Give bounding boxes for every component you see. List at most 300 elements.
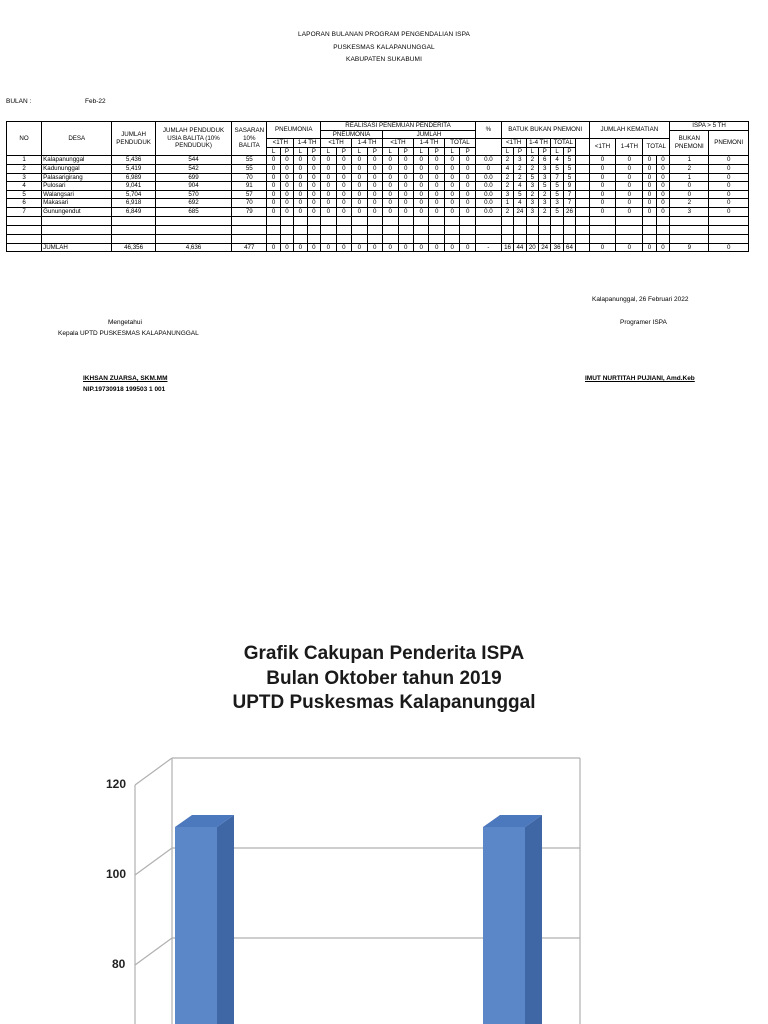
- row-value: 0: [280, 243, 293, 252]
- row-pnemoni: 0: [709, 182, 749, 191]
- blank-cell: [589, 225, 616, 234]
- row-kematian: 0: [589, 173, 616, 182]
- row-sasaran: 477: [232, 243, 267, 252]
- row-value: 0: [460, 156, 476, 165]
- row-sasaran: 55: [232, 164, 267, 173]
- row-jumlah-penduduk: 6,918: [112, 199, 155, 208]
- row-batuk: 4: [514, 199, 526, 208]
- row-batuk: 2: [501, 173, 513, 182]
- row-bukan-pnemoni: 1: [670, 173, 709, 182]
- blank-cell: [429, 225, 444, 234]
- row-value: 0: [294, 182, 307, 191]
- col-L: L: [444, 147, 459, 156]
- row-value: 0: [444, 243, 459, 252]
- row-batuk: 2: [501, 207, 513, 216]
- row-batuk: 5: [526, 173, 538, 182]
- row-value: 0: [367, 164, 382, 173]
- row-value: 0: [336, 207, 351, 216]
- col-realisasi: REALISASI PENEMUAN PENDERITA: [321, 122, 476, 131]
- row-batuk: 2: [526, 164, 538, 173]
- row-value: 0: [460, 207, 476, 216]
- row-percent: 0.0: [475, 207, 501, 216]
- row-bukan-pnemoni: 0: [670, 190, 709, 199]
- blank-cell: [616, 234, 643, 243]
- row-batuk: 4: [514, 182, 526, 191]
- blank-cell: [475, 216, 501, 225]
- blank-cell: [280, 216, 293, 225]
- row-kematian: 0: [656, 243, 669, 252]
- row-batuk: 2: [538, 190, 550, 199]
- row-pnemoni: 0: [709, 173, 749, 182]
- row-value: 0: [367, 156, 382, 165]
- blank-cell: [367, 225, 382, 234]
- col-ispa5: ISPA > 5 TH: [670, 122, 749, 131]
- blank-cell: [563, 234, 575, 243]
- row-batuk: 5: [563, 156, 575, 165]
- row-value: 0: [336, 156, 351, 165]
- row-batuk: 2: [526, 156, 538, 165]
- row-no: [7, 243, 42, 252]
- col-percent: %: [475, 122, 501, 139]
- blank-cell: [514, 234, 526, 243]
- row-value: 0: [294, 173, 307, 182]
- blank-cell: [551, 216, 563, 225]
- row-value: 0: [352, 190, 367, 199]
- row-bukan-pnemoni: 1: [670, 156, 709, 165]
- col-P: P: [429, 147, 444, 156]
- row-value: 0: [352, 199, 367, 208]
- row-value: 0: [352, 156, 367, 165]
- blank-cell: [398, 225, 413, 234]
- row-value: 0: [444, 156, 459, 165]
- col-re-14: 1-4 TH: [352, 139, 383, 148]
- row-value: 0: [398, 164, 413, 173]
- blank-cell: [563, 225, 575, 234]
- bar-side: [525, 815, 542, 1024]
- col-P: P: [336, 147, 351, 156]
- row-kematian: 0: [616, 164, 643, 173]
- row-value: 0: [398, 207, 413, 216]
- row-percent: 0.0: [475, 173, 501, 182]
- row-desa: Walangsari: [42, 190, 112, 199]
- row-batuk: 3: [551, 199, 563, 208]
- blank-cell: [232, 234, 267, 243]
- blank-cell: [336, 216, 351, 225]
- blank-cell: [460, 225, 476, 234]
- row-batuk: 1: [501, 199, 513, 208]
- row-value: 0: [280, 164, 293, 173]
- row-batuk: 5: [514, 190, 526, 199]
- blank-cell: [460, 216, 476, 225]
- col-jumlah-penduduk: JUMLAH PENDUDUK: [112, 122, 155, 156]
- col-bb-total: TOTAL: [551, 139, 576, 148]
- blank-cell: [670, 234, 709, 243]
- row-kematian: 0: [656, 190, 669, 199]
- col-pneumonia-2: PNEUMONIA: [321, 130, 383, 139]
- y-tick-100: 100: [106, 867, 127, 881]
- col-L: L: [501, 147, 513, 156]
- col-jumlah: JUMLAH: [383, 130, 476, 139]
- blank-cell: [460, 234, 476, 243]
- row-batuk: 24: [538, 243, 550, 252]
- row-kematian: 0: [616, 182, 643, 191]
- col-L: L: [413, 147, 428, 156]
- bar-top: [483, 815, 542, 827]
- row-value: 0: [321, 173, 336, 182]
- row-value: 0: [321, 243, 336, 252]
- ispa-report-table: [6, 121, 749, 252]
- row-pnemoni: 0: [709, 156, 749, 165]
- row-value: 0: [336, 243, 351, 252]
- row-kematian: 0: [616, 156, 643, 165]
- col-pneumonia: PNEUMONIA: [267, 122, 321, 139]
- row-kematian: 0: [589, 199, 616, 208]
- row-kematian: 0: [656, 207, 669, 216]
- table-row: [7, 156, 749, 165]
- row-jumlah-balita: 699: [155, 173, 231, 182]
- blank-cell: [501, 216, 513, 225]
- blank-cell: [307, 234, 320, 243]
- blank-cell: [267, 216, 280, 225]
- row-percent: 0.0: [475, 199, 501, 208]
- blank-cell: [352, 225, 367, 234]
- row-bukan-pnemoni: 0: [670, 182, 709, 191]
- blank-cell: [280, 234, 293, 243]
- row-value: 0: [383, 243, 398, 252]
- row-no: 6: [7, 199, 42, 208]
- row-value: 0: [321, 156, 336, 165]
- blank-cell: [232, 216, 267, 225]
- blank-cell: [643, 216, 656, 225]
- row-value: 0: [352, 243, 367, 252]
- row-kematian: 0: [643, 207, 656, 216]
- blank-cell: [429, 216, 444, 225]
- blank-cell: [321, 225, 336, 234]
- blank-cell: [267, 234, 280, 243]
- row-spacer: [576, 182, 589, 191]
- row-value: 0: [398, 173, 413, 182]
- blank-cell: [514, 225, 526, 234]
- row-bukan-pnemoni: 3: [670, 207, 709, 216]
- row-value: 0: [383, 156, 398, 165]
- blank-cell: [429, 234, 444, 243]
- side-top-edge: [135, 758, 172, 785]
- row-value: 0: [267, 207, 280, 216]
- blank-cell: [475, 225, 501, 234]
- blank-cell: [501, 225, 513, 234]
- row-value: 0: [383, 199, 398, 208]
- blank-cell: [589, 216, 616, 225]
- row-value: 0: [429, 173, 444, 182]
- blank-cell: [643, 234, 656, 243]
- row-kematian: 0: [643, 243, 656, 252]
- blank-cell: [232, 225, 267, 234]
- blank-cell: [383, 234, 398, 243]
- row-value: 0: [307, 182, 320, 191]
- row-value: 0: [336, 164, 351, 173]
- row-desa: Gunungendut: [42, 207, 112, 216]
- y-tick-120: 120: [106, 777, 127, 791]
- col-bb-14: 1-4 TH: [526, 139, 551, 148]
- blank-cell: [656, 216, 669, 225]
- bulan-value: Feb-22: [85, 98, 106, 105]
- blank-cell: [576, 225, 589, 234]
- blank-cell: [321, 216, 336, 225]
- blank-cell: [670, 225, 709, 234]
- blank-cell: [307, 225, 320, 234]
- row-kematian: 0: [643, 199, 656, 208]
- row-batuk: 5: [551, 207, 563, 216]
- row-desa: JUMLAH: [42, 243, 112, 252]
- row-bukan-pnemoni: 2: [670, 199, 709, 208]
- blank-cell: [576, 216, 589, 225]
- row-batuk: 5: [563, 173, 575, 182]
- row-value: 0: [294, 199, 307, 208]
- chart-title-line-3: UPTD Puskesmas Kalapanunggal: [232, 692, 536, 713]
- row-value: 0: [429, 190, 444, 199]
- row-value: 0: [398, 156, 413, 165]
- row-batuk: 3: [538, 199, 550, 208]
- total-row: [7, 243, 749, 252]
- col-desa: DESA: [42, 122, 112, 156]
- col-L: L: [526, 147, 538, 156]
- row-value: 0: [398, 199, 413, 208]
- row-value: 0: [321, 190, 336, 199]
- row-no: 7: [7, 207, 42, 216]
- blank-cell: [475, 234, 501, 243]
- row-value: 0: [413, 199, 428, 208]
- row-jumlah-balita: 904: [155, 182, 231, 191]
- blank-cell: [398, 216, 413, 225]
- col-km-lt1: <1TH: [589, 139, 616, 156]
- row-value: 0: [367, 182, 382, 191]
- row-value: 0: [367, 199, 382, 208]
- row-kematian: 0: [589, 156, 616, 165]
- col-P: P: [280, 147, 293, 156]
- left-signer-name: IKHSAN ZUARSA, SKM.MM: [83, 375, 168, 382]
- row-spacer: [576, 190, 589, 199]
- row-bukan-pnemoni: 2: [670, 164, 709, 173]
- row-value: 0: [307, 156, 320, 165]
- blank-cell: [656, 225, 669, 234]
- row-value: 0: [267, 199, 280, 208]
- row-value: 0: [307, 164, 320, 173]
- row-no: 3: [7, 173, 42, 182]
- blank-cell: [367, 216, 382, 225]
- left-signer-nip: NIP.19730918 199503 1 001: [83, 386, 166, 393]
- row-jumlah-penduduk: 9,041: [112, 182, 155, 191]
- bar-front: [483, 827, 525, 1024]
- chart-title-line-2: Bulan Oktober tahun 2019: [266, 668, 502, 689]
- row-batuk: 4: [501, 164, 513, 173]
- row-value: 0: [336, 173, 351, 182]
- col-P: P: [538, 147, 550, 156]
- blank-cell: [526, 234, 538, 243]
- row-value: 0: [307, 243, 320, 252]
- col-bukan-pnemoni: BUKAN PNEMONI: [670, 130, 709, 156]
- row-value: 0: [367, 243, 382, 252]
- blank-cell: [444, 225, 459, 234]
- row-batuk: 36: [551, 243, 563, 252]
- blank-cell: [538, 225, 550, 234]
- row-percent: 0.0: [475, 156, 501, 165]
- row-kematian: 0: [656, 199, 669, 208]
- row-value: 0: [383, 164, 398, 173]
- row-spacer: [576, 173, 589, 182]
- row-value: 0: [307, 190, 320, 199]
- blank-cell: [321, 234, 336, 243]
- row-kematian: 0: [589, 207, 616, 216]
- row-value: 0: [429, 199, 444, 208]
- blank-cell: [7, 234, 42, 243]
- blank-cell: [42, 234, 112, 243]
- col-L: L: [321, 147, 336, 156]
- row-value: 0: [444, 190, 459, 199]
- row-desa: Kalapanunggal: [42, 156, 112, 165]
- row-pnemoni: 0: [709, 199, 749, 208]
- table-row: [7, 182, 749, 191]
- row-value: 0: [460, 199, 476, 208]
- row-value: 0: [321, 199, 336, 208]
- bar-2: [483, 815, 542, 1024]
- row-value: 0: [398, 190, 413, 199]
- blank-cell: [42, 225, 112, 234]
- row-no: 5: [7, 190, 42, 199]
- blank-cell: [413, 234, 428, 243]
- row-jumlah-balita: 544: [155, 156, 231, 165]
- col-bb-lt1: <1TH: [501, 139, 526, 148]
- chart-title-line-1: Grafik Cakupan Penderita ISPA: [243, 643, 525, 664]
- row-desa: Pulosari: [42, 182, 112, 191]
- row-batuk: 2: [514, 164, 526, 173]
- blank-cell: [7, 216, 42, 225]
- col-bb-spacer: [576, 139, 589, 156]
- row-jumlah-penduduk: 6,989: [112, 173, 155, 182]
- row-spacer: [576, 243, 589, 252]
- row-jumlah-balita: 570: [155, 190, 231, 199]
- row-value: 0: [307, 207, 320, 216]
- programer-title: Programer ISPA: [620, 319, 667, 326]
- row-sasaran: 91: [232, 182, 267, 191]
- row-value: 0: [352, 182, 367, 191]
- row-value: 0: [444, 164, 459, 173]
- report-title-line-2: PUSKESMAS KALAPANUNGGAL: [333, 44, 435, 51]
- row-value: 0: [413, 156, 428, 165]
- blank-row: [7, 225, 749, 234]
- col-P: P: [563, 147, 575, 156]
- row-jumlah-penduduk: 5,419: [112, 164, 155, 173]
- row-value: 0: [280, 190, 293, 199]
- row-percent: 0.0: [475, 182, 501, 191]
- gridline-diagonal: [135, 848, 172, 875]
- row-kematian: 0: [589, 182, 616, 191]
- col-P: P: [367, 147, 382, 156]
- blank-cell: [336, 225, 351, 234]
- row-pnemoni: 0: [709, 190, 749, 199]
- row-batuk: 2: [526, 190, 538, 199]
- row-batuk: 5: [551, 182, 563, 191]
- col-ju-total: TOTAL: [444, 139, 475, 148]
- row-sasaran: 55: [232, 156, 267, 165]
- row-value: 0: [294, 164, 307, 173]
- blank-row: [7, 234, 749, 243]
- row-value: 0: [294, 156, 307, 165]
- row-percent: -: [475, 243, 501, 252]
- row-value: 0: [383, 190, 398, 199]
- row-batuk: 24: [514, 207, 526, 216]
- col-pn-lt1: <1TH: [267, 139, 294, 148]
- row-value: 0: [321, 182, 336, 191]
- row-sasaran: 70: [232, 199, 267, 208]
- row-value: 0: [336, 199, 351, 208]
- blank-cell: [576, 234, 589, 243]
- row-value: 0: [352, 207, 367, 216]
- col-P: P: [398, 147, 413, 156]
- row-value: 0: [280, 199, 293, 208]
- row-value: 0: [352, 164, 367, 173]
- row-value: 0: [267, 156, 280, 165]
- blank-cell: [444, 216, 459, 225]
- blank-cell: [155, 225, 231, 234]
- blank-cell: [294, 216, 307, 225]
- row-spacer: [576, 164, 589, 173]
- blank-cell: [383, 216, 398, 225]
- row-value: 0: [280, 156, 293, 165]
- row-kematian: 0: [616, 199, 643, 208]
- row-kematian: 0: [589, 190, 616, 199]
- bulan-label: BULAN :: [6, 98, 32, 105]
- row-spacer: [576, 207, 589, 216]
- blank-cell: [709, 216, 749, 225]
- y-tick-80: 80: [112, 957, 126, 971]
- row-value: 0: [444, 182, 459, 191]
- blank-cell: [670, 216, 709, 225]
- blank-cell: [367, 234, 382, 243]
- row-value: 0: [398, 243, 413, 252]
- row-batuk: 5: [538, 182, 550, 191]
- row-value: 0: [321, 207, 336, 216]
- blank-cell: [709, 234, 749, 243]
- col-pnemoni: PNEMONI: [709, 130, 749, 156]
- row-value: 0: [398, 182, 413, 191]
- row-jumlah-penduduk: 5,704: [112, 190, 155, 199]
- row-kematian: 0: [656, 182, 669, 191]
- row-value: 0: [460, 164, 476, 173]
- blank-cell: [112, 234, 155, 243]
- blank-cell: [514, 216, 526, 225]
- col-jumlah-balita: JUMLAH PENDUDUK USIA BALITA (10% PENDUDUK): [155, 122, 231, 156]
- blank-cell: [155, 216, 231, 225]
- row-pnemoni: 0: [709, 207, 749, 216]
- row-jumlah-balita: 542: [155, 164, 231, 173]
- blank-cell: [616, 225, 643, 234]
- row-batuk: 3: [526, 182, 538, 191]
- row-value: 0: [267, 164, 280, 173]
- blank-row: [7, 216, 749, 225]
- row-batuk: 3: [538, 173, 550, 182]
- row-value: 0: [460, 243, 476, 252]
- bar-side: [217, 815, 234, 1024]
- row-value: 0: [460, 173, 476, 182]
- blank-cell: [551, 234, 563, 243]
- row-batuk: 7: [563, 199, 575, 208]
- row-kematian: 0: [589, 243, 616, 252]
- blank-cell: [307, 216, 320, 225]
- gridline-diagonal: [135, 938, 172, 965]
- row-value: 0: [383, 207, 398, 216]
- row-batuk: 5: [551, 190, 563, 199]
- blank-cell: [155, 234, 231, 243]
